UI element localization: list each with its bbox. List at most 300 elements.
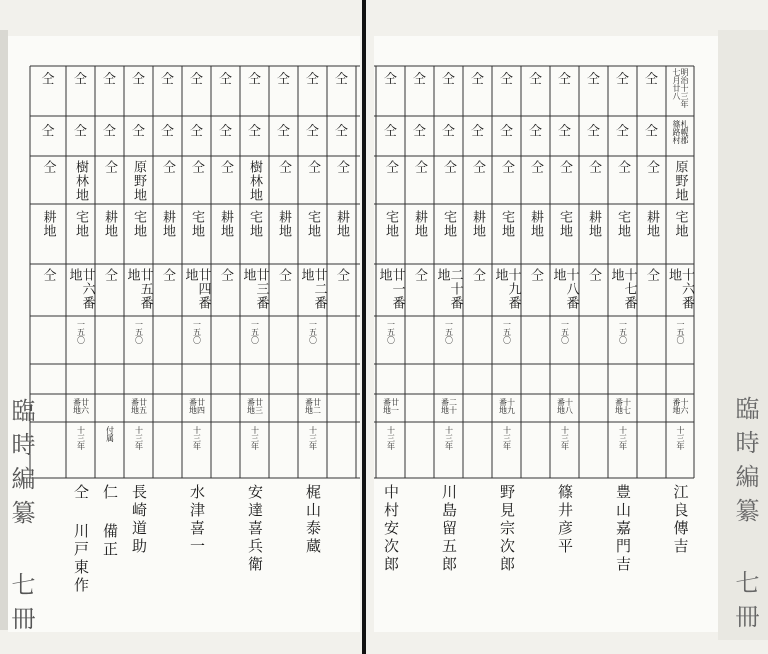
right-cell-c10-r2 [666, 160, 694, 204]
left-text-c4-r1: 仝 [160, 124, 174, 139]
right-text-c2-r5: 一五〇 [444, 320, 454, 344]
right-text-c5-r3: 耕地 [528, 210, 543, 238]
right-text-c7-r1: 仝 [586, 124, 600, 139]
left-cell-c3-r3 [124, 210, 153, 260]
right-text-c0-r0: 仝 [383, 72, 397, 87]
right-text-c4-r9: 野見宗次郎 [498, 484, 516, 574]
right-cell-c10-r5 [666, 320, 694, 362]
right-cell-c2-r0 [434, 68, 463, 114]
right-cell-c0-r4 [376, 268, 405, 314]
right-cell-c0-r0 [376, 68, 405, 114]
left-cell-c2-r0 [95, 68, 124, 114]
left-cell-c7-r4 [240, 268, 269, 314]
left-cell-c7-r9 [240, 484, 269, 624]
right-text-c5-r4: 仝 [528, 268, 543, 282]
left-cell-c8-r0 [269, 68, 298, 114]
right-text-c1-r0: 仝 [412, 72, 426, 87]
left-cell-c9-r2 [298, 160, 327, 204]
left-cell-c3-r4 [124, 268, 153, 314]
right-cell-c9-r4 [637, 268, 666, 314]
left-text-c0-r2: 仝 [40, 160, 56, 174]
right-cell-c0-r9 [376, 484, 405, 624]
right-cell-c9-r0 [637, 68, 666, 114]
left-cell-c3-r1 [124, 120, 153, 154]
left-text-c9-r8: 十三年 [308, 426, 318, 450]
right-text-c10-r7: 十六番地 [672, 398, 689, 414]
left-text-c7-r3: 宅地 [247, 210, 262, 238]
right-cell-c8-r7 [608, 398, 637, 420]
left-text-c6-r0: 仝 [218, 72, 232, 87]
left-text-c5-r4: 廿四番地 [182, 268, 211, 310]
left-text-c1-r1: 仝 [73, 124, 87, 139]
right-cell-c8-r2 [608, 160, 637, 204]
right-cell-c10-r1 [666, 120, 694, 154]
left-cell-c6-r0 [211, 68, 240, 114]
right-text-c6-r4: 十八番地 [550, 268, 579, 310]
left-text-c5-r0: 仝 [189, 72, 203, 87]
left-text-c1-r5: 一五〇 [76, 320, 86, 344]
right-cell-c0-r3 [376, 210, 405, 260]
right-cell-c4-r7 [492, 398, 521, 420]
left-page [8, 36, 360, 632]
right-cell-c6-r5 [550, 320, 579, 362]
right-cell-c2-r7 [434, 398, 463, 420]
left-text-c7-r4: 廿三番地 [240, 268, 269, 310]
right-text-c4-r7: 十九番地 [498, 398, 516, 414]
left-cell-c4-r0 [153, 68, 182, 114]
right-text-c8-r8: 十三年 [618, 426, 628, 450]
right-text-c0-r5: 一五〇 [386, 320, 396, 344]
left-cell-c5-r9 [182, 484, 211, 624]
right-text-c2-r3: 宅地 [441, 210, 456, 238]
left-text-c3-r1: 仝 [131, 124, 145, 139]
right-cell-c6-r0 [550, 68, 579, 114]
right-text-c5-r1: 仝 [528, 124, 542, 139]
left-cell-c0-r0 [30, 68, 66, 114]
left-cell-c7-r8 [240, 426, 269, 476]
right-text-c1-r3: 耕地 [412, 210, 427, 238]
right-cell-c7-r2 [579, 160, 608, 204]
left-cell-c8-r3 [269, 210, 298, 260]
right-text-c8-r7: 十七番地 [614, 398, 632, 414]
right-cell-c0-r8 [376, 426, 405, 476]
right-cell-c2-r2 [434, 160, 463, 204]
left-cell-c7-r7 [240, 398, 269, 420]
left-cell-c0-r1 [30, 120, 66, 154]
left-text-c9-r1: 仝 [305, 124, 319, 139]
left-text-c4-r4: 仝 [160, 268, 175, 282]
left-cell-c1-r5 [66, 320, 95, 362]
right-text-c0-r2: 仝 [383, 160, 398, 174]
left-text-c7-r7: 廿三番地 [246, 398, 264, 414]
left-text-c3-r0: 仝 [131, 72, 145, 87]
right-cell-c10-r9 [666, 484, 694, 624]
right-cell-c2-r3 [434, 210, 463, 260]
book-spine [362, 0, 366, 654]
right-cell-c4-r3 [492, 210, 521, 260]
left-cell-c2-r1 [95, 120, 124, 154]
left-cell-c1-r7 [66, 398, 95, 420]
right-text-c2-r1: 仝 [441, 124, 455, 139]
left-text-c1-r2: 樹林地 [73, 160, 88, 202]
right-cell-c5-r1 [521, 120, 550, 154]
right-cell-c0-r7 [376, 398, 405, 420]
left-text-c9-r0: 仝 [305, 72, 319, 87]
right-text-c1-r1: 仝 [412, 124, 426, 139]
right-cell-c5-r3 [521, 210, 550, 260]
right-text-c9-r4: 仝 [644, 268, 659, 282]
right-cell-c1-r4 [405, 268, 434, 314]
left-text-c0-r4: 仝 [40, 268, 56, 282]
left-cell-c0-r3 [30, 210, 66, 260]
right-cell-c9-r3 [637, 210, 666, 260]
right-text-c6-r3: 宅地 [557, 210, 572, 238]
left-cell-c9-r0 [298, 68, 327, 114]
left-text-c5-r5: 一五〇 [192, 320, 202, 344]
right-text-c4-r3: 宅地 [499, 210, 514, 238]
left-cell-c2-r3 [95, 210, 124, 260]
right-cell-c4-r2 [492, 160, 521, 204]
left-cell-c5-r1 [182, 120, 211, 154]
left-text-c9-r3: 宅地 [305, 210, 320, 238]
right-text-c6-r8: 十三年 [560, 426, 570, 450]
right-cell-c1-r2 [405, 160, 434, 204]
left-cell-c3-r2 [124, 160, 153, 204]
right-cell-c3-r1 [463, 120, 492, 154]
left-cell-c1-r1 [66, 120, 95, 154]
left-cell-c6-r3 [211, 210, 240, 260]
left-cell-c9-r1 [298, 120, 327, 154]
left-cell-c4-r4 [153, 268, 182, 314]
left-text-c9-r9: 梶山泰蔵 [304, 484, 322, 556]
left-cell-c5-r3 [182, 210, 211, 260]
left-text-c10-r4: 仝 [334, 268, 349, 282]
left-text-c6-r3: 耕地 [218, 210, 233, 238]
left-text-c9-r7: 廿二番地 [304, 398, 322, 414]
right-text-c2-r4: 二十番地 [434, 268, 463, 310]
right-text-c0-r4: 廿一番地 [376, 268, 405, 310]
right-text-c8-r4: 十七番地 [608, 268, 637, 310]
left-cell-c5-r4 [182, 268, 211, 314]
right-cell-c0-r2 [376, 160, 405, 204]
left-text-c10-r3: 耕地 [334, 210, 349, 238]
right-text-c4-r5: 一五〇 [502, 320, 512, 344]
left-text-c0-r0: 仝 [41, 72, 55, 87]
left-cell-c1-r0 [66, 68, 95, 114]
right-cell-c7-r4 [579, 268, 608, 314]
left-text-c1-r4: 廿六番地 [66, 268, 95, 310]
left-text-c3-r5: 一五〇 [134, 320, 144, 344]
left-cell-c4-r2 [153, 160, 182, 204]
left-cell-c4-r3 [153, 210, 182, 260]
right-cell-c3-r0 [463, 68, 492, 114]
right-text-c2-r0: 仝 [441, 72, 455, 87]
left-cell-c1-r8 [66, 426, 95, 476]
left-text-c0-r3: 耕地 [40, 210, 56, 238]
right-text-c9-r1: 仝 [644, 124, 658, 139]
right-text-c6-r5: 一五〇 [560, 320, 570, 344]
left-text-c2-r3: 耕地 [102, 210, 117, 238]
right-cell-c10-r7 [666, 398, 694, 420]
left-cell-c3-r8 [124, 426, 153, 476]
right-text-c7-r3: 耕地 [586, 210, 601, 238]
right-text-c2-r8: 十三年 [444, 426, 454, 450]
right-text-c0-r7: 廿一番地 [382, 398, 400, 414]
left-cell-c9-r8 [298, 426, 327, 476]
right-cell-c4-r8 [492, 426, 521, 476]
right-cell-c3-r4 [463, 268, 492, 314]
right-text-c4-r1: 仝 [499, 124, 513, 139]
right-text-c4-r4: 十九番地 [492, 268, 521, 310]
left-cell-c5-r5 [182, 320, 211, 362]
left-cell-c5-r8 [182, 426, 211, 476]
right-cell-c8-r8 [608, 426, 637, 476]
left-text-c6-r2: 仝 [218, 160, 233, 174]
right-cell-c5-r0 [521, 68, 550, 114]
right-text-c0-r1: 仝 [383, 124, 397, 139]
right-cell-c2-r5 [434, 320, 463, 362]
right-text-c7-r2: 仝 [586, 160, 601, 174]
right-cell-c6-r1 [550, 120, 579, 154]
right-text-c3-r2: 仝 [470, 160, 485, 174]
right-cell-c10-r4 [666, 268, 694, 314]
left-text-c5-r7: 廿四番地 [188, 398, 206, 414]
left-text-c3-r4: 廿五番地 [124, 268, 153, 310]
left-cell-c2-r8 [95, 426, 124, 476]
right-text-c8-r2: 仝 [615, 160, 630, 174]
left-text-c5-r9: 水津喜一 [188, 484, 206, 556]
right-cell-c8-r3 [608, 210, 637, 260]
left-cell-c6-r4 [211, 268, 240, 314]
right-cell-c4-r4 [492, 268, 521, 314]
right-cell-c8-r4 [608, 268, 637, 314]
left-text-c9-r5: 一五〇 [308, 320, 318, 344]
right-cell-c4-r1 [492, 120, 521, 154]
right-text-c9-r3: 耕地 [644, 210, 659, 238]
left-cell-c3-r0 [124, 68, 153, 114]
right-text-c0-r3: 宅地 [383, 210, 398, 238]
left-cell-c10-r4 [327, 268, 356, 314]
right-cell-c6-r2 [550, 160, 579, 204]
right-text-c10-r0: 明治十三年 七月廿八 [672, 68, 689, 108]
left-text-c10-r0: 仝 [334, 72, 348, 87]
right-text-c3-r1: 仝 [470, 124, 484, 139]
left-text-c3-r2: 原野地 [131, 160, 146, 202]
left-text-c2-r1: 仝 [102, 124, 116, 139]
left-cell-c8-r2 [269, 160, 298, 204]
right-cell-c2-r9 [434, 484, 463, 624]
right-cell-c7-r0 [579, 68, 608, 114]
left-cell-c7-r5 [240, 320, 269, 362]
right-text-c10-r4: 十六番地 [666, 268, 694, 310]
left-text-c2-r2: 仝 [102, 160, 117, 174]
right-cell-c7-r3 [579, 210, 608, 260]
right-text-c2-r7: 二十番地 [440, 398, 458, 414]
right-cell-c10-r8 [666, 426, 694, 476]
right-text-c0-r8: 十三年 [386, 426, 396, 450]
right-page [374, 36, 718, 632]
right-cell-c5-r2 [521, 160, 550, 204]
right-cell-c6-r4 [550, 268, 579, 314]
left-cell-c6-r1 [211, 120, 240, 154]
left-text-c1-r3: 宅地 [73, 210, 88, 238]
left-text-c7-r2: 樹林地 [247, 160, 262, 202]
right-cell-c4-r9 [492, 484, 521, 624]
left-cell-c1-r2 [66, 160, 95, 204]
right-cell-c6-r9 [550, 484, 579, 624]
left-text-c8-r3: 耕地 [276, 210, 291, 238]
right-cell-c0-r5 [376, 320, 405, 362]
left-text-c0-r1: 仝 [41, 124, 55, 139]
right-cell-c3-r3 [463, 210, 492, 260]
left-text-c7-r5: 一五〇 [250, 320, 260, 344]
right-text-c0-r9: 中村安次郎 [382, 484, 400, 574]
left-text-c1-r7: 廿六番地 [72, 398, 90, 414]
right-text-c8-r9: 豊山嘉門吉 [614, 484, 632, 574]
left-text-c2-r0: 仝 [102, 72, 116, 87]
right-cell-c0-r1 [376, 120, 405, 154]
right-text-c10-r3: 宅地 [672, 210, 688, 238]
left-cell-c2-r4 [95, 268, 124, 314]
left-cell-c10-r3 [327, 210, 356, 260]
left-cell-c5-r2 [182, 160, 211, 204]
left-text-c3-r7: 廿五番地 [130, 398, 148, 414]
right-text-c1-r4: 仝 [412, 268, 427, 282]
left-text-c8-r0: 仝 [276, 72, 290, 87]
right-text-c6-r9: 篠井彦平 [556, 484, 574, 556]
left-text-c10-r1: 仝 [334, 124, 348, 139]
left-cell-c7-r1 [240, 120, 269, 154]
right-cell-c1-r0 [405, 68, 434, 114]
right-cell-c2-r4 [434, 268, 463, 314]
right-text-c10-r2: 原野地 [672, 160, 688, 202]
left-cell-c5-r0 [182, 68, 211, 114]
left-cell-c8-r4 [269, 268, 298, 314]
right-cell-c6-r7 [550, 398, 579, 420]
right-text-c5-r2: 仝 [528, 160, 543, 174]
left-text-c4-r3: 耕地 [160, 210, 175, 238]
left-cell-c10-r1 [327, 120, 356, 154]
right-text-c2-r9: 川島留五郎 [440, 484, 458, 574]
right-cell-c6-r3 [550, 210, 579, 260]
right-text-c4-r2: 仝 [499, 160, 514, 174]
right-text-c8-r5: 一五〇 [618, 320, 628, 344]
left-cell-c2-r9 [95, 484, 124, 624]
left-cell-c0-r4 [30, 268, 66, 314]
right-text-c3-r3: 耕地 [470, 210, 485, 238]
right-cell-c1-r1 [405, 120, 434, 154]
right-text-c4-r0: 仝 [499, 72, 513, 87]
right-cell-c3-r2 [463, 160, 492, 204]
left-cell-c4-r1 [153, 120, 182, 154]
right-cell-c5-r4 [521, 268, 550, 314]
left-cell-c8-r1 [269, 120, 298, 154]
left-text-c10-r2: 仝 [334, 160, 349, 174]
right-text-c7-r0: 仝 [586, 72, 600, 87]
right-text-c3-r4: 仝 [470, 268, 485, 282]
right-text-c9-r2: 仝 [644, 160, 659, 174]
left-text-c5-r2: 仝 [189, 160, 204, 174]
left-side-vertical-text: 臨時編纂 七冊 [7, 398, 35, 640]
left-cell-c3-r7 [124, 398, 153, 420]
right-text-c4-r8: 十三年 [502, 426, 512, 450]
right-cell-c10-r0 [666, 68, 694, 114]
left-cell-c0-r2 [30, 160, 66, 204]
left-text-c6-r1: 仝 [218, 124, 232, 139]
right-text-c8-r1: 仝 [615, 124, 629, 139]
right-text-c1-r2: 仝 [412, 160, 427, 174]
left-cell-c1-r4 [66, 268, 95, 314]
right-text-c6-r0: 仝 [557, 72, 571, 87]
left-text-c4-r0: 仝 [160, 72, 174, 87]
right-cell-c4-r0 [492, 68, 521, 114]
left-cell-c6-r2 [211, 160, 240, 204]
right-text-c6-r1: 仝 [557, 124, 571, 139]
right-text-c8-r0: 仝 [615, 72, 629, 87]
left-text-c5-r3: 宅地 [189, 210, 204, 238]
left-cell-c9-r3 [298, 210, 327, 260]
right-text-c10-r8: 十三年 [676, 426, 685, 450]
left-cell-c9-r7 [298, 398, 327, 420]
right-text-c6-r7: 十八番地 [556, 398, 574, 414]
right-text-c10-r9: 江良傳吉 [671, 484, 690, 556]
left-cell-c1-r9 [66, 484, 95, 624]
left-text-c7-r0: 仝 [247, 72, 261, 87]
left-text-c8-r1: 仝 [276, 124, 290, 139]
left-text-c1-r8: 十三年 [76, 426, 86, 450]
left-cell-c3-r9 [124, 484, 153, 624]
right-cell-c8-r0 [608, 68, 637, 114]
right-side-vertical-text: 臨時編纂 七冊 [731, 396, 759, 638]
left-text-c7-r8: 十三年 [250, 426, 260, 450]
right-cell-c10-r3 [666, 210, 694, 260]
left-text-c7-r1: 仝 [247, 124, 261, 139]
left-cell-c7-r0 [240, 68, 269, 114]
right-text-c3-r0: 仝 [470, 72, 484, 87]
right-cell-c8-r5 [608, 320, 637, 362]
left-text-c5-r1: 仝 [189, 124, 203, 139]
left-text-c6-r4: 仝 [218, 268, 233, 282]
right-text-c8-r3: 宅地 [615, 210, 630, 238]
right-text-c7-r4: 仝 [586, 268, 601, 282]
right-cell-c9-r2 [637, 160, 666, 204]
left-cell-c10-r0 [327, 68, 356, 114]
right-cell-c7-r1 [579, 120, 608, 154]
right-text-c2-r2: 仝 [441, 160, 456, 174]
left-cell-c3-r5 [124, 320, 153, 362]
left-text-c3-r3: 宅地 [131, 210, 146, 238]
right-text-c9-r0: 仝 [644, 72, 658, 87]
left-cell-c9-r4 [298, 268, 327, 314]
left-text-c9-r4: 廿二番地 [298, 268, 327, 310]
left-cell-c5-r7 [182, 398, 211, 420]
left-text-c1-r0: 仝 [73, 72, 87, 87]
left-text-c4-r2: 仝 [160, 160, 175, 174]
right-cell-c9-r1 [637, 120, 666, 154]
left-text-c5-r8: 十三年 [192, 426, 202, 450]
right-cell-c2-r8 [434, 426, 463, 476]
left-cell-c9-r9 [298, 484, 327, 624]
right-cell-c8-r1 [608, 120, 637, 154]
left-cell-c7-r3 [240, 210, 269, 260]
left-cell-c1-r3 [66, 210, 95, 260]
left-text-c3-r9: 長崎道助 [130, 484, 148, 556]
left-text-c2-r9: 仁 備正 [101, 484, 119, 559]
left-cell-c10-r2 [327, 160, 356, 204]
right-cell-c8-r9 [608, 484, 637, 624]
left-text-c1-r9: 仝 川戸東作 [72, 484, 90, 595]
left-text-c7-r9: 安達喜兵衛 [246, 484, 264, 574]
